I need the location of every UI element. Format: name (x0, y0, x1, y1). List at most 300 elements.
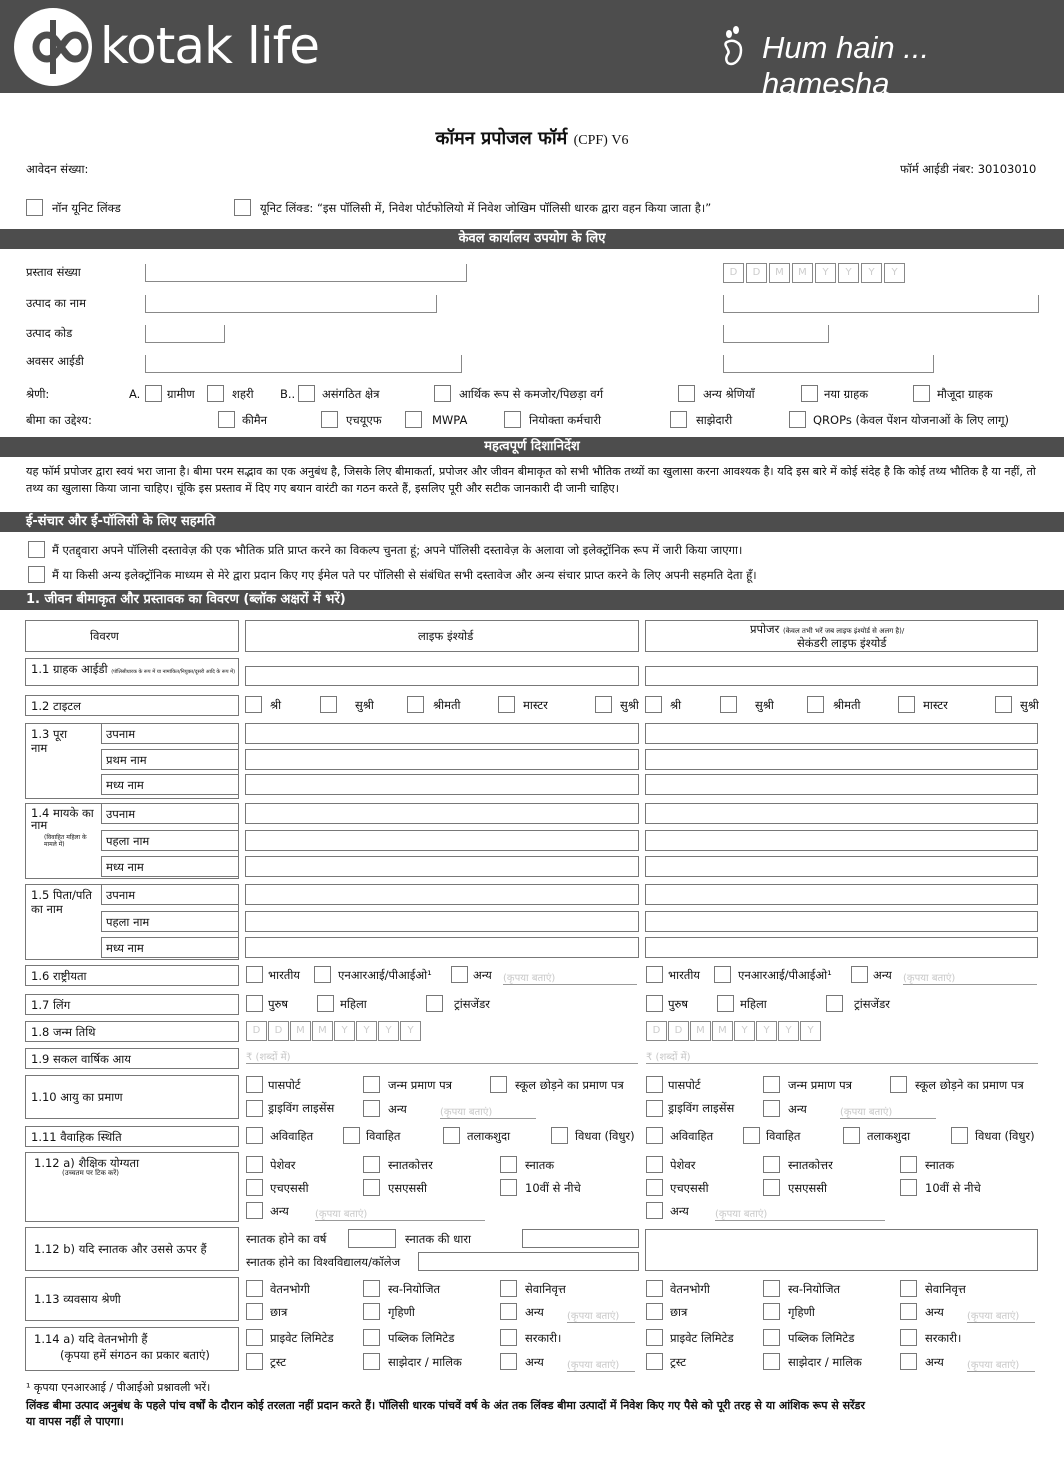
li-housewife-label: गृहिणी (388, 1305, 415, 1319)
non-unit-linked-checkbox[interactable] (26, 199, 43, 216)
father-first-cell (101, 911, 239, 932)
prop-pg-checkbox[interactable] (763, 1156, 780, 1173)
li-name-field[interactable] (245, 723, 639, 744)
prop-dob-box[interactable]: Y (800, 1021, 821, 1041)
li-student-checkbox[interactable] (246, 1303, 263, 1320)
li-occ-other-input[interactable]: (कृपया बताएं) (567, 1308, 635, 1323)
grad-uni-field[interactable] (418, 1252, 639, 1271)
li-pg-checkbox[interactable] (363, 1156, 380, 1173)
li-pvt-checkbox[interactable] (246, 1329, 263, 1346)
li-customer-id-field[interactable] (245, 666, 639, 686)
li-passport-label: पासपोर्ट (268, 1078, 301, 1092)
other-category-checkbox[interactable] (678, 385, 695, 402)
marital-label: 1.11 वैवाहिक स्थिति (31, 1130, 122, 1144)
li-dl-label: ड्राइविंग लाइसेंस (268, 1101, 335, 1115)
li-title-checkbox[interactable] (407, 696, 424, 713)
li-dob-box[interactable]: Y (356, 1021, 377, 1041)
li-occ-other-label: अन्य (525, 1305, 544, 1319)
li-single-label: अविवाहित (270, 1129, 314, 1143)
li-hsc-label: एचएससी (270, 1181, 309, 1195)
li-name-field[interactable] (245, 911, 639, 932)
li-dob-box[interactable]: D (268, 1021, 289, 1041)
prop-dob-box[interactable]: D (668, 1021, 689, 1041)
urban-checkbox[interactable] (207, 385, 224, 402)
li-org-other-input[interactable]: (कृपया बताएं) (567, 1357, 635, 1372)
prop-name-field[interactable] (645, 830, 1038, 851)
customer-id-label: ग्राहक आईडी (52, 662, 108, 676)
prop-dob-box[interactable]: Y (756, 1021, 777, 1041)
prop-org-other-checkbox[interactable] (900, 1353, 917, 1370)
occupation-label: 1.13 व्यवसाय श्रेणी (34, 1292, 121, 1306)
unit-linked-label: यूनिट लिंक्ड: “इस पॉलिसी में, निवेश पोर्टफोलियो में निवेश जोखिम पॉलिसी धारक द्वारा वहन किया जाता है।” (260, 201, 712, 215)
li-hsc-checkbox[interactable] (246, 1179, 263, 1196)
huf-checkbox[interactable] (321, 411, 338, 428)
nri-note: ¹ कृपया एनआरआई / पीआईओ प्रश्नावली भरें। (26, 1381, 211, 1394)
prop-name-field[interactable] (645, 856, 1038, 877)
prop-pvt-label: प्राइवेट लिमिटेड (670, 1331, 734, 1345)
product-name-field[interactable] (145, 295, 437, 313)
date-box[interactable]: M (792, 263, 813, 283)
prop-age-other-checkbox[interactable] (763, 1100, 780, 1117)
prop-school-checkbox[interactable] (890, 1076, 907, 1093)
prop-grad-checkbox[interactable] (900, 1156, 917, 1173)
prop-married-checkbox[interactable] (743, 1127, 760, 1144)
prop-title-checkbox[interactable] (995, 696, 1012, 713)
detail-header-label: विवरण (90, 629, 119, 643)
prop-age-other-label: अन्य (788, 1102, 807, 1116)
row-num: 1.1 (31, 662, 50, 676)
prop-edu-other-input[interactable]: (कृपया बताएं) (715, 1206, 885, 1221)
org-type-label: 1.14 a) यदि वेतनभोगी हैं (34, 1332, 148, 1346)
non-unit-linked-label: नॉन यूनिट लिंक्ड (52, 201, 121, 215)
li-title-label: मास्टर (523, 698, 548, 712)
li-nri-checkbox[interactable] (314, 966, 331, 983)
prop-passport-checkbox[interactable] (646, 1076, 663, 1093)
li-name-field[interactable] (245, 749, 639, 770)
li-trans-label: ट्रांसजेंडर (454, 997, 490, 1011)
li-self-label: स्व-नियोजित (388, 1282, 441, 1296)
maiden-name-label: 1.4 मायके का नाम (31, 806, 94, 832)
prop-trust-label: ट्रस्ट (670, 1355, 687, 1369)
prop-title-label: श्रीमती (833, 698, 861, 712)
li-public-checkbox[interactable] (363, 1329, 380, 1346)
li-married-checkbox[interactable] (343, 1127, 360, 1144)
opportunity-id-field[interactable] (145, 355, 462, 373)
li-name-field[interactable] (245, 803, 639, 824)
li-dob-box[interactable]: Y (334, 1021, 355, 1041)
e-communication-checkbox[interactable] (28, 566, 45, 583)
keyman-label: कीमैन (242, 413, 268, 427)
prop-public-label: पब्लिक लिमिटेड (788, 1331, 855, 1345)
father-name-label: 1.5 पिता/पति का नाम (31, 888, 92, 916)
prop-self-label: स्व-नियोजित (788, 1282, 841, 1296)
li-single-checkbox[interactable] (246, 1127, 263, 1144)
keyman-checkbox[interactable] (218, 411, 235, 428)
opportunity-id-field-2[interactable] (723, 355, 934, 373)
date-box[interactable]: Y (884, 263, 905, 283)
date-box[interactable]: Y (861, 263, 882, 283)
prop-title-checkbox[interactable] (720, 696, 737, 713)
prop-nat-other-checkbox[interactable] (851, 966, 868, 983)
prop-male-checkbox[interactable] (646, 995, 663, 1012)
product-code-field[interactable] (145, 325, 225, 343)
maiden-surname-label: उपनाम (106, 807, 136, 821)
father-middle-cell (101, 937, 239, 958)
prop-pvt-checkbox[interactable] (646, 1329, 663, 1346)
date-box[interactable]: M (769, 263, 790, 283)
li-divorced-checkbox[interactable] (443, 1127, 460, 1144)
li-salaried-label: वेतनभोगी (270, 1282, 310, 1296)
li-birth-label: जन्म प्रमाण पत्र (388, 1078, 452, 1092)
maiden-middle-label: मध्य नाम (106, 860, 144, 874)
li-name-field[interactable] (245, 830, 639, 851)
li-widow-checkbox[interactable] (551, 1127, 568, 1144)
nationality-label: 1.6 राष्ट्रीयता (31, 969, 87, 983)
physical-copy-label: मैं एतद्द्वारा अपने पॉलिसी दस्तावेज़ की एक भौतिक प्रति प्राप्त करने का विकल्प चुनता हूं; अपने पॉलिसी दस्तावेज़ के अलावा जो इलेक्ट्रॉनिक रूप में जारी किया जाएगा। (52, 543, 743, 557)
li-name-field[interactable] (245, 937, 639, 958)
prop-name-field[interactable] (645, 937, 1038, 958)
purpose-label: बीमा का उद्देश्य: (26, 413, 92, 427)
prop-public-checkbox[interactable] (763, 1329, 780, 1346)
surname-cell (101, 723, 239, 744)
li-title-label: श्रीमती (433, 698, 461, 712)
prop-widow-checkbox[interactable] (951, 1127, 968, 1144)
prop-retired-label: सेवानिवृत्त (925, 1282, 966, 1296)
li-age-other-label: अन्य (388, 1102, 407, 1116)
prop-title-checkbox[interactable] (807, 696, 824, 713)
prop-edu-other-checkbox[interactable] (646, 1202, 663, 1219)
li-dob-box[interactable]: M (312, 1021, 333, 1041)
existing-customer-label: मौजूदा ग्राहक (937, 387, 993, 401)
consent-bar: ई-संचार और ई-पॉलिसी के लिए सहमति (0, 512, 1064, 532)
grad-year-field[interactable] (348, 1229, 396, 1248)
product-code-field-2[interactable] (723, 325, 829, 343)
li-salaried-checkbox[interactable] (246, 1280, 263, 1297)
li-partner-checkbox[interactable] (363, 1353, 380, 1370)
prop-grad-label: स्नातक (925, 1158, 955, 1172)
grad-stream-field[interactable] (522, 1229, 639, 1248)
age-proof-cell (25, 1075, 239, 1119)
prop-salaried-checkbox[interactable] (646, 1280, 663, 1297)
qrops-checkbox[interactable] (789, 411, 806, 428)
prop-title-label: मास्टर (923, 698, 948, 712)
prop-name-field[interactable] (645, 749, 1038, 770)
prop-housewife-checkbox[interactable] (763, 1303, 780, 1320)
prop-self-checkbox[interactable] (763, 1280, 780, 1297)
li-partner-label: साझेदार / मालिक (388, 1355, 462, 1369)
li-ssc-label: एसएससी (388, 1181, 428, 1195)
product-name-field-2[interactable] (723, 295, 1039, 313)
li-housewife-checkbox[interactable] (363, 1303, 380, 1320)
li-self-checkbox[interactable] (363, 1280, 380, 1297)
li-prof-checkbox[interactable] (246, 1156, 263, 1173)
age-proof-label: 1.10 आयु का प्रमाण (31, 1090, 123, 1104)
org-type-cell (25, 1327, 239, 1371)
guidelines-bar: महत्वपूर्ण दिशानिर्देश (0, 437, 1064, 457)
prop-female-label: महिला (740, 997, 767, 1011)
maiden-first-cell (101, 830, 239, 851)
dob-cell (25, 1021, 239, 1042)
prop-ssc-checkbox[interactable] (763, 1179, 780, 1196)
li-name-field[interactable] (245, 884, 639, 905)
marital-cell (25, 1126, 239, 1147)
li-grad-label: स्नातक (525, 1158, 555, 1172)
dob-label: 1.8 जन्म तिथि (31, 1025, 96, 1039)
prop-nri-checkbox[interactable] (714, 966, 731, 983)
prop-prof-label: पेशेवर (670, 1158, 696, 1172)
prop-govt-label: सरकारी। (925, 1331, 962, 1345)
prop-married-label: विवाहित (766, 1129, 801, 1143)
prop-indian-checkbox[interactable] (646, 966, 663, 983)
date-box[interactable]: Y (838, 263, 859, 283)
rural-label: ग्रामीण (167, 387, 195, 401)
new-customer-checkbox[interactable] (801, 385, 818, 402)
liquidity-note: लिंक्ड बीमा उत्पाद अनुबंध के पहले पांच वर्षों के दौरान कोई तरलता नहीं प्रदान करते हैं। पॉलिसी धारक पांचवें वर्ष के अंत तक लिंक्ड बीमा उत्पादों में निवेश किए गए पैसे को पूरी तरह से या आंशिक रूप से सरेंडर या वापस नहीं ले पाएगा। (26, 1399, 865, 1428)
prop-student-label: छात्र (670, 1305, 688, 1319)
weak-section-checkbox[interactable] (434, 385, 451, 402)
li-trust-checkbox[interactable] (246, 1353, 263, 1370)
footprint-icon (715, 24, 755, 68)
weak-section-label: आर्थिक रूप से कमजोर/पिछड़ा वर्ग (459, 387, 604, 401)
qrops-label: QROPs (केवल पेंशन योजनाओं के लिए लागू) (813, 413, 1009, 427)
date-box[interactable]: Y (815, 263, 836, 283)
maiden-name-sub: (विवाहित महिला के मामले में) (44, 834, 87, 848)
li-nat-other-checkbox[interactable] (451, 966, 468, 983)
li-edu-other-checkbox[interactable] (246, 1202, 263, 1219)
e-communication-label: मैं या किसी अन्य इलेक्ट्रॉनिक माध्यम से मेरे द्वारा प्रदान किए गए ईमेल पते पर पॉलिसी से संबंधित सभी दस्तावेज और अन्य संचार प्राप्त करने के लिए अपनी सहमति देता हूँ। (52, 568, 757, 582)
li-title-checkbox[interactable] (595, 696, 612, 713)
li-income-input[interactable]: ₹ (शब्दों में) (246, 1049, 638, 1064)
prop-housewife-label: गृहिणी (788, 1305, 815, 1319)
surname-label: उपनाम (106, 727, 136, 741)
prop-student-checkbox[interactable] (646, 1303, 663, 1320)
partnership-label: साझेदारी (696, 413, 733, 427)
li-school-checkbox[interactable] (490, 1076, 507, 1093)
li-grad-checkbox[interactable] (500, 1156, 517, 1173)
graduate-label: 1.12 b) यदि स्नातक और उससे ऊपर हैं (34, 1242, 207, 1256)
li-male-label: पुरुष (268, 997, 289, 1011)
li-title-checkbox[interactable] (498, 696, 515, 713)
li-title-label: सुश्री (355, 698, 374, 712)
li-trust-label: ट्रस्ट (270, 1355, 287, 1369)
prop-partner-label: साझेदार / मालिक (788, 1355, 862, 1369)
life-insured-header (245, 620, 639, 652)
education-label: 1.12 a) शैक्षिक योग्यता (34, 1156, 140, 1170)
li-dob-box[interactable]: M (290, 1021, 311, 1041)
unorganised-checkbox[interactable] (298, 385, 315, 402)
detail-header (25, 620, 239, 652)
prop-nat-other-input[interactable]: (कृपया बताएं) (903, 970, 1037, 985)
li-age-other-input[interactable]: (कृपया बताएं) (440, 1104, 536, 1119)
title-label-cell (25, 695, 239, 716)
li-public-label: पब्लिक लिमिटेड (388, 1331, 455, 1345)
grad-stream-label: स्नातक की धारा (405, 1232, 471, 1246)
prop-trust-checkbox[interactable] (646, 1353, 663, 1370)
prop-dob-box[interactable]: D (646, 1021, 667, 1041)
prop-single-checkbox[interactable] (646, 1127, 663, 1144)
prop-partner-checkbox[interactable] (763, 1353, 780, 1370)
proposer-header (645, 620, 1038, 652)
prop-widow-label: विधवा (विधुर) (975, 1129, 1035, 1143)
li-title-label: श्री (270, 698, 282, 712)
prop-name-field[interactable] (645, 723, 1038, 744)
prop-salaried-label: वेतनभोगी (670, 1282, 710, 1296)
li-nri-label: एनआरआई/पीआईओ¹ (338, 968, 432, 982)
partnership-checkbox[interactable] (670, 411, 687, 428)
customer-id-sub: (पॉलिसीधारक के रूप में या नामांकित/नियुक्त/दूसरी आदि के रूप में) (111, 669, 236, 675)
li-dob-box[interactable]: Y (400, 1021, 421, 1041)
li-below10-checkbox[interactable] (500, 1179, 517, 1196)
prop-name-field[interactable] (645, 884, 1038, 905)
prop-age-other-input[interactable]: (कृपया बताएं) (840, 1104, 936, 1119)
employer-label: नियोक्ता कर्मचारी (529, 413, 602, 427)
prop-name-field[interactable] (645, 911, 1038, 932)
grad-year-label: स्नातक होने का वर्ष (246, 1232, 327, 1246)
prop-income-input[interactable]: ₹ (शब्दों में) (646, 1049, 1038, 1064)
li-edu-other-label: अन्य (270, 1204, 289, 1218)
li-edu-other-input[interactable]: (कृपया बताएं) (315, 1206, 485, 1221)
li-title-checkbox[interactable] (320, 696, 337, 713)
grad-uni-label: स्नातक होने का विश्वविद्यालय/कॉलेज (246, 1255, 401, 1269)
unit-linked-checkbox[interactable] (234, 199, 251, 216)
prop-dl-label: ड्राइविंग लाइसेंस (668, 1101, 735, 1115)
li-title-checkbox[interactable] (245, 696, 262, 713)
section1-bar: 1. जीवन बीमाकृत और प्रस्तावक का विवरण (ब्लॉक अक्षरों में भरें) (0, 590, 1064, 610)
li-nat-other-input[interactable]: (कृपया बताएं) (503, 970, 637, 985)
category-label: श्रेणी: (26, 387, 50, 401)
prop-female-checkbox[interactable] (717, 995, 734, 1012)
li-male-checkbox[interactable] (246, 995, 263, 1012)
prop-dob-box[interactable]: Y (734, 1021, 755, 1041)
existing-customer-checkbox[interactable] (913, 385, 930, 402)
occupation-cell (25, 1277, 239, 1321)
li-divorced-label: तलाकशुदा (467, 1129, 511, 1143)
prop-divorced-checkbox[interactable] (843, 1127, 860, 1144)
full-name-label: 1.3 पूरा नाम (31, 727, 68, 755)
li-occ-other-checkbox[interactable] (500, 1303, 517, 1320)
prop-below10-label: 10वीं से नीचे (925, 1181, 981, 1195)
other-category-label: अन्य श्रेणियाँ (703, 387, 755, 401)
physical-copy-checkbox[interactable] (28, 541, 45, 558)
education-sub: (उच्चतम पर टिक करें) (62, 1169, 120, 1177)
prop-indian-label: भारतीय (668, 968, 700, 982)
li-name-field[interactable] (245, 774, 639, 795)
product-code-label: उत्पाद कोड (26, 326, 73, 340)
li-retired-checkbox[interactable] (500, 1280, 517, 1297)
li-trans-checkbox[interactable] (426, 995, 443, 1012)
income-label: 1.9 सकल वार्षिक आय (31, 1052, 131, 1066)
brand-name: kotak life (100, 17, 320, 75)
rural-checkbox[interactable] (145, 385, 162, 402)
life-insured-header-label: लाइफ इंश्योर्ड (418, 629, 474, 643)
mwpa-checkbox[interactable] (405, 411, 422, 428)
gender-label: 1.7 लिंग (31, 998, 71, 1012)
father-middle-label: मध्य नाम (106, 941, 144, 955)
product-name-label: उत्पाद का नाम (26, 296, 87, 310)
prop-title-checkbox[interactable] (898, 696, 915, 713)
org-type-sub: (कृपया हमें संगठन का प्रकार बताएं) (60, 1348, 210, 1362)
li-student-label: छात्र (270, 1305, 288, 1319)
prop-occ-other-input[interactable]: (कृपया बताएं) (967, 1308, 1035, 1323)
prop-title-label: श्री (670, 698, 682, 712)
prop-occ-other-checkbox[interactable] (900, 1303, 917, 1320)
proposer-small: (केवल तभी भरें जब लाइफ इंश्योर्ड से अलग है)/ (782, 627, 905, 635)
prop-org-other-input[interactable]: (कृपया बताएं) (967, 1357, 1035, 1372)
opportunity-id-label: अवसर आईडी (26, 354, 84, 368)
li-female-label: महिला (340, 997, 367, 1011)
prop-name-field[interactable] (645, 774, 1038, 795)
prop-name-field[interactable] (645, 803, 1038, 824)
prop-title-label: सुश्री (755, 698, 774, 712)
li-birth-checkbox[interactable] (363, 1076, 380, 1093)
father-surname-label: उपनाम (106, 888, 136, 902)
prop-birth-label: जन्म प्रमाण पत्र (788, 1078, 852, 1092)
date-box[interactable]: D (746, 263, 767, 283)
date-box[interactable]: D (723, 263, 744, 283)
prop-dob-box[interactable]: M (690, 1021, 711, 1041)
middle-name-label: मध्य नाम (106, 778, 144, 792)
maiden-surname-cell (101, 803, 239, 824)
prop-title-checkbox[interactable] (645, 696, 662, 713)
prop-below10-checkbox[interactable] (900, 1179, 917, 1196)
li-age-other-checkbox[interactable] (363, 1100, 380, 1117)
li-org-other-checkbox[interactable] (500, 1353, 517, 1370)
li-govt-label: सरकारी। (525, 1331, 562, 1345)
li-indian-checkbox[interactable] (246, 966, 263, 983)
graduate-cell (25, 1227, 239, 1271)
category-b: B.. (280, 387, 296, 401)
middle-name-cell (101, 774, 239, 795)
li-school-label: स्कूल छोड़ने का प्रमाण पत्र (515, 1078, 624, 1092)
li-dob-box[interactable]: Y (378, 1021, 399, 1041)
form-id: फॉर्म आईडी नंबर: 30103010 (900, 162, 1037, 176)
secondary-li-label: सेकंडरी लाइफ इंश्योर्ड (797, 636, 887, 650)
li-married-label: विवाहित (366, 1129, 401, 1143)
prop-birth-checkbox[interactable] (763, 1076, 780, 1093)
prop-single-label: अविवाहित (670, 1129, 714, 1143)
li-dl-checkbox[interactable] (246, 1100, 263, 1117)
proposal-number-field[interactable] (145, 264, 467, 282)
li-name-field[interactable] (245, 856, 639, 877)
prop-prof-checkbox[interactable] (646, 1156, 663, 1173)
prop-dob-box[interactable]: Y (778, 1021, 799, 1041)
urban-label: शहरी (232, 387, 254, 401)
prop-dob-box[interactable]: M (712, 1021, 733, 1041)
prop-grad-field[interactable] (645, 1229, 1038, 1271)
application-number-label: आवेदन संख्या: (26, 162, 89, 176)
title-label: 1.2 टाइटल (31, 699, 81, 713)
guidelines-text: यह फॉर्म प्रपोजर द्वारा स्वयं भरा जाना है। बीमा परम सद्भाव का एक अनुबंध है, जिसके लिए बीमाकर्ता, प्रपोजर और जीवन बीमाकृत को सभी भौतिक तथ्यों का खुलासा करना आवश्यक है। यदि इस बारे में कोई संदेह है कि कोई तथ्य भौतिक है या नहीं, तो तथ्य का खुलासा किया जाना चाहिए। चूंकि इस प्रस्ताव में दिए गए बयान वारंटी का गठन करते हैं, इसलिए पूरी और सटीक जानकारी दी जानी चाहिए। (26, 465, 1036, 495)
prop-customer-id-field[interactable] (645, 666, 1038, 686)
kotak-logo-icon (14, 8, 92, 86)
mwpa-label: MWPA (432, 413, 468, 427)
li-pg-label: स्नातकोत्तर (388, 1158, 433, 1172)
li-passport-checkbox[interactable] (246, 1076, 263, 1093)
prop-trans-checkbox[interactable] (826, 995, 843, 1012)
employer-checkbox[interactable] (504, 411, 521, 428)
li-female-checkbox[interactable] (317, 995, 334, 1012)
prop-dl-checkbox[interactable] (646, 1100, 663, 1117)
prop-edu-other-label: अन्य (670, 1204, 689, 1218)
li-nat-other-label: अन्य (473, 968, 492, 982)
prop-retired-checkbox[interactable] (900, 1280, 917, 1297)
li-ssc-checkbox[interactable] (363, 1179, 380, 1196)
maiden-middle-cell (101, 856, 239, 877)
prop-hsc-checkbox[interactable] (646, 1179, 663, 1196)
li-dob-box[interactable]: D (246, 1021, 267, 1041)
prop-govt-checkbox[interactable] (900, 1329, 917, 1346)
li-govt-checkbox[interactable] (500, 1329, 517, 1346)
